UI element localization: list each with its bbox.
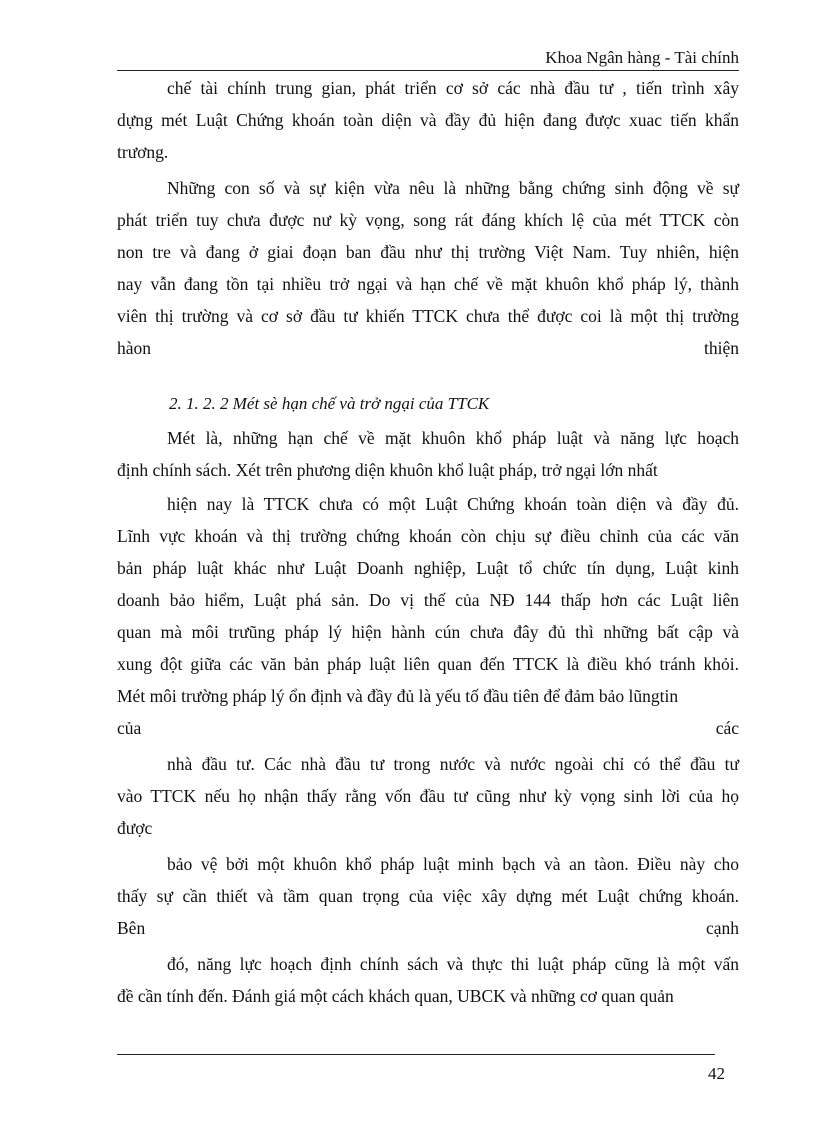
text-line: viên thị trường và cơ sở đầu tư khiến TTCK chưa thể được coi là một thị trường [117, 306, 739, 326]
text-line: phát triển tuy chưa được nư kỳ vọng, song rát đáng khích lệ của mét TTCK còn [117, 210, 739, 230]
text-line: của các [117, 718, 739, 738]
text-line: Mét là, những hạn chế về mặt khuôn khổ pháp luật và năng lực hoạch [167, 428, 739, 448]
text-line: nay vẫn đang tồn tại nhiều trở ngại và hạn chế về mặt khuôn khổ pháp lý, thành [117, 274, 739, 294]
text-line: thấy sự cần thiết và tầm quan trọng của việc xây dựng mét Luật chứng khoán. [117, 886, 739, 906]
text-line: đó, năng lực hoạch định chính sách và thực thi luật pháp cũng là một vấn [167, 954, 739, 974]
text-line: doanh bảo hiểm, Luật phá sản. Do vị thế của NĐ 144 thấp hơn các Luật liên [117, 590, 739, 610]
page-header: Khoa Ngân hàng - Tài chính [117, 48, 739, 71]
section-heading: 2. 1. 2. 2 Mét sè hạn chế và trở ngại của TTCK [169, 394, 490, 413]
text-line: hàon thiện [117, 338, 739, 358]
text-line: chế tài chính trung gian, phát triển cơ sở các nhà đầu tư , tiến trình xây [167, 78, 739, 98]
text-line: Mét môi trường pháp lý ổn định và đầy đủ là yếu tố đầu tiên để đảm bảo lũngtin [117, 686, 679, 706]
text-line: Bên cạnh [117, 918, 739, 938]
text-line: dựng mét Luật Chứng khoán toàn diện và đầy đủ hiện đang được xuac tiến khẩn [117, 110, 739, 130]
text-line: được [117, 818, 153, 838]
text-line: hiện nay là TTCK chưa có một Luật Chứng khoán toàn diện và đầy đủ. [167, 494, 739, 514]
page-number: 42 [708, 1064, 725, 1083]
text-line: trương. [117, 142, 169, 162]
text-line: bảo vệ bởi một khuôn khổ pháp luật minh bạch và an tàon. Điều này cho [167, 854, 739, 874]
text-line: Những con số và sự kiện vừa nêu là những bằng chứng sinh động về sự [167, 178, 739, 198]
text-line: Lĩnh vực khoán và thị trường chứng khoán còn chịu sự điều chỉnh của các văn [117, 526, 739, 546]
text-line: xung đột giữa các văn bản pháp luật liên quan đến TTCK là điều khó tránh khỏi. [117, 654, 739, 674]
text-line: non tre và đang ở giai đoạn ban đầu như thị trường Việt Nam. Tuy nhiên, hiện [117, 242, 739, 262]
text-line: vào TTCK nếu họ nhận thấy rằng vốn đầu tư cũng như kỳ vọng sinh lời của họ [117, 786, 739, 806]
text-line: nhà đầu tư. Các nhà đầu tư trong nước và nước ngoài chỉ có thể đầu tư [167, 754, 739, 774]
footer-divider [117, 1054, 715, 1055]
text-line: bản pháp luật khác như Luật Doanh nghiệp, Luật tổ chức tín dụng, Luật kinh [117, 558, 739, 578]
text-line: quan mà môi trưũng pháp lý hiện hành cún chưa đây đủ thì những bất cập và [117, 622, 739, 642]
text-line: định chính sách. Xét trên phương diện khuôn khổ luật pháp, trở ngại lớn nhất [117, 460, 658, 480]
text-line: đề cần tính đến. Đánh giá một cách khách quan, UBCK và những cơ quan quản [117, 986, 674, 1006]
